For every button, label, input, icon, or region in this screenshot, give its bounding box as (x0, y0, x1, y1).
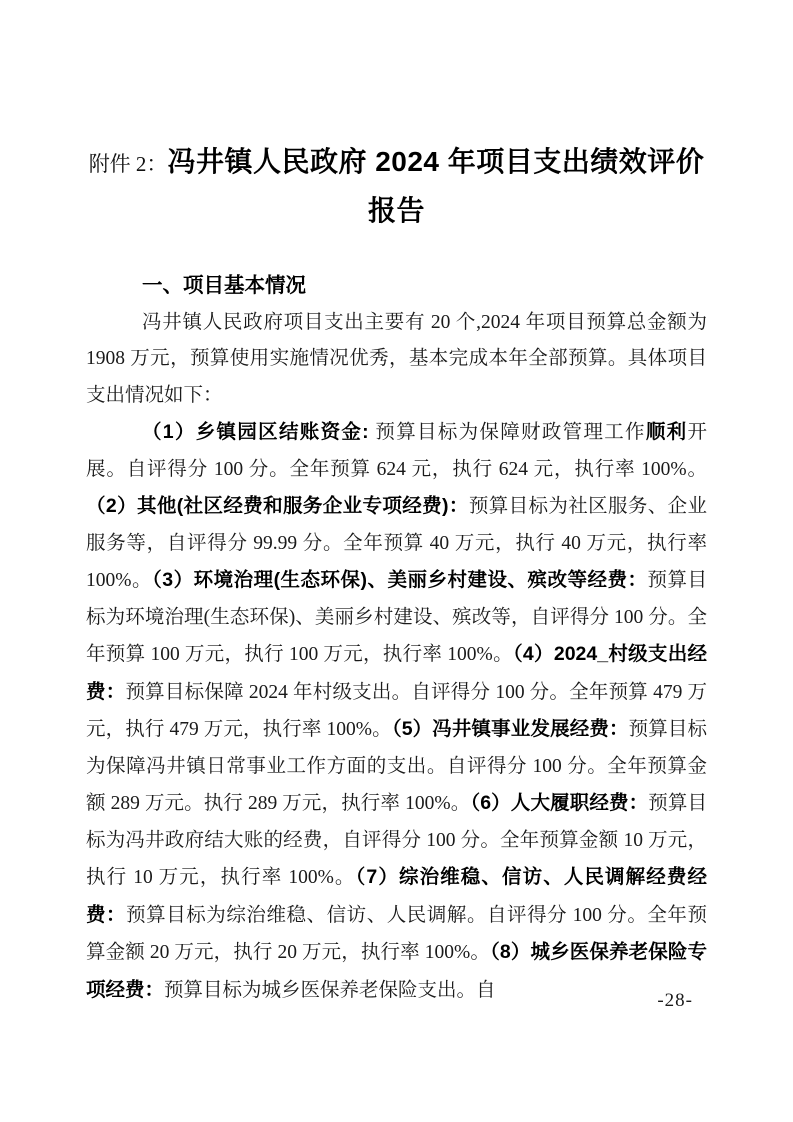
item-text: 预算目标为冯井政府结大账的经费，自评得分 100 分。全年预算金额 10 万元，执行 10 万元，执行率 100%。 (86, 793, 707, 888)
item-text: 预算目标为综治维稳、信访、人民调解。自评得分 100 分。全年预算金额 20 万元，执行 20 万元，执行率 100%。 (86, 904, 707, 963)
item-name: （2）其他(社区经费和服务企业专项经费)： (86, 495, 469, 517)
item-text: 预算目标为社区服务、企业服务等，自评得分 99.99 分。全年预算 40 万元，执行 40 万元，执行率 100%。 (86, 496, 707, 591)
item-name: （3）环境治理(生态环保)、美丽乡村建设、殡改等经费： (152, 569, 648, 591)
item-text: 预算目标为环境治理(生态环保)、美丽乡村建设、殡改等，自评得分 100 分。全年预算 100 万元，执行 100 万元，执行率 100%。 (86, 570, 707, 665)
section-heading: 一、项目基本情况 (142, 274, 306, 297)
items-paragraph (86, 414, 707, 1009)
item-name: （1）乡镇园区结账资金: (142, 421, 376, 443)
item-text: 预算目标为城乡医保养老保险支出。自 (164, 979, 496, 1001)
item-text: 预算目标为保障财政管理工作 (375, 422, 646, 443)
item-name: 顺利 (645, 421, 688, 443)
item-text: 预算目标保障 2024 年村级支出。自评得分 100 分。全年预算 479 万元，执行 479 万元，执行率 100%。 (86, 681, 707, 740)
item-text: 预算目标为保障冯井镇日常事业工作方面的支出。自评得分 100 分。全年预算金额 289 万元。执行 289 万元，执行率 100%。 (86, 719, 707, 814)
document-title: 冯井镇人民政府 2024 年项目支出绩效评价报告 (167, 146, 705, 226)
intro-paragraph: 冯井镇人民政府项目支出主要有 20 个,2024 年项目预算总金额为 1908 万元，预算使用实施情况优秀，基本完成本年全部预算。具体项目支出情况如下： (86, 311, 707, 406)
item-text: 开展。自评得分 100 分。全年预算 624 元，执行 624 元，执行率 100%。 (86, 422, 707, 480)
page-number: -28- (657, 990, 693, 1011)
item-name: （4）2024_村级支出经费： (86, 643, 707, 703)
title-block (86, 0, 707, 238)
document-content (86, 0, 707, 1009)
item-name: （7）综治维稳、信访、人民调解经费经费： (86, 866, 707, 926)
item-name: （8）城乡医保养老保险专项经费： (86, 941, 707, 1001)
item-name: （5）冯井镇事业发展经费： (391, 718, 629, 740)
attachment-label: 附件 2： (88, 152, 168, 176)
item-name: （6）人大履职经费： (470, 792, 649, 814)
